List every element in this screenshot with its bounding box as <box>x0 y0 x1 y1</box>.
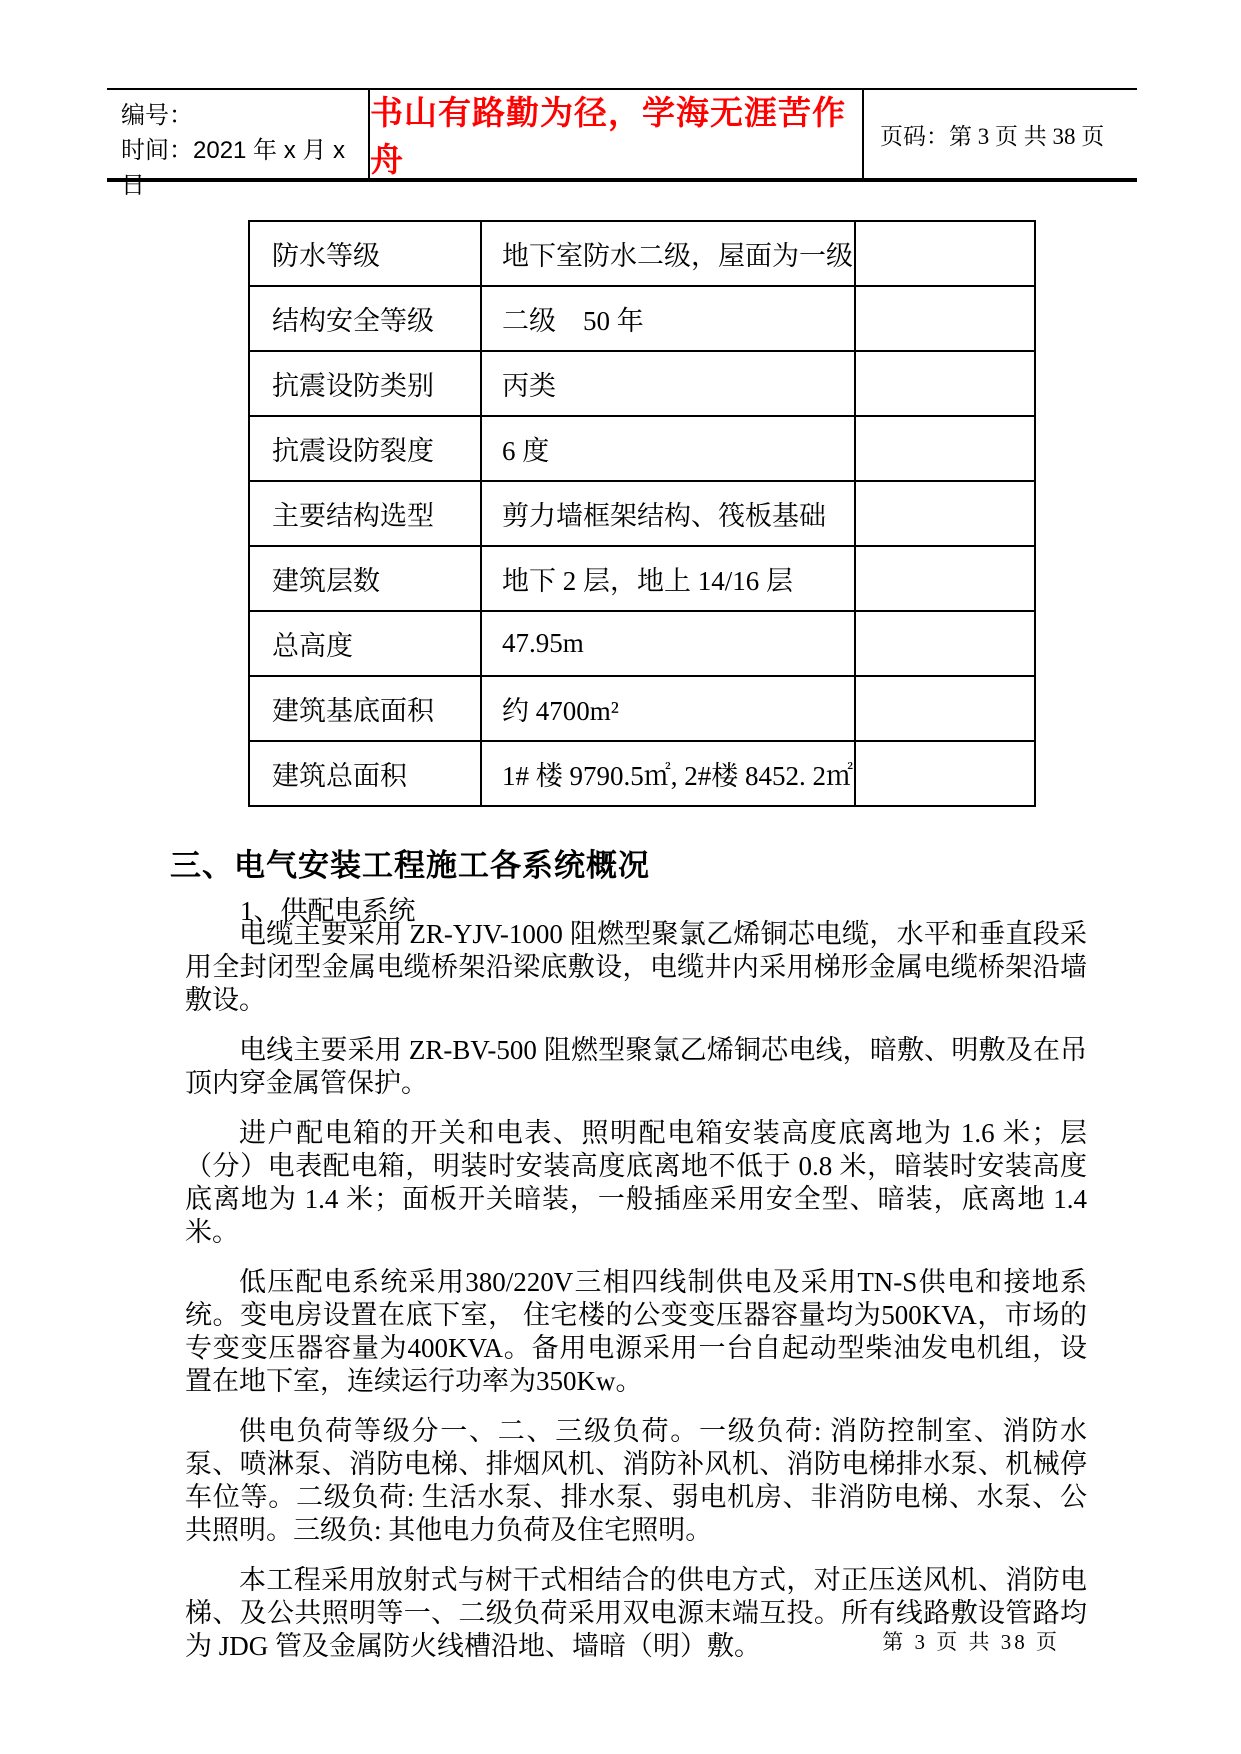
spec-value: 47.95m <box>481 611 855 676</box>
header-page-cell <box>864 90 1137 178</box>
spec-value: 6 度 <box>481 416 855 481</box>
spec-label: 建筑基底面积 <box>249 676 481 741</box>
header-slogan: 书山有路勤为径，学海无涯苦作舟 <box>370 96 846 179</box>
spec-label: 结构安全等级 <box>249 286 481 351</box>
table-row <box>249 221 1035 286</box>
header-number-label: 编号： <box>121 102 193 129</box>
page-header <box>107 88 1137 199</box>
spec-label: 抗震设防类别 <box>249 351 481 416</box>
spec-value: 1# 楼 9790.5㎡, 2#楼 8452. 2㎡ <box>481 741 855 806</box>
table-row <box>249 481 1035 546</box>
header-time-label: 时间：2021 年 x 月 x 日 <box>121 137 346 199</box>
spec-value: 剪力墙框架结构、筏板基础 <box>481 481 855 546</box>
spec-empty-cell <box>855 676 1035 741</box>
spec-value: 地下 2 层，地上 14/16 层 <box>481 546 855 611</box>
spec-empty-cell <box>855 286 1035 351</box>
header-slogan-cell <box>370 90 864 178</box>
spec-empty-cell <box>855 351 1035 416</box>
table-row <box>249 676 1035 741</box>
section-heading: 三、电气安装工程施工各系统概况 <box>170 848 650 883</box>
table-row <box>249 351 1035 416</box>
paragraph-power-scheme: 本工程采用放射式与树干式相结合的供电方式，对正压送风机、消防电梯、及公共照明等一、二级负荷采用双电源末端互投。所有线路敷设管路均为 JDG 管及金属防火线槽沿地、墙暗（明）敷。 <box>185 1565 1087 1661</box>
table-row <box>249 286 1035 351</box>
spec-label: 建筑总面积 <box>249 741 481 806</box>
spec-value: 地下室防水二级，屋面为一级 <box>481 221 855 286</box>
paragraph-load-levels: 供电负荷等级分一、二、三级负荷。一级负荷: 消防控制室、消防水泵、喷淋泵、消防电梯、排烟风机、消防补风机、消防电梯排水泵、机械停车位等。二级负荷: 生活水泵、排水泵、弱电机房、非消防电梯、水泵、公共照明。三级负: 其他电力负荷及住宅照明。 <box>185 1416 1087 1545</box>
building-spec-table <box>248 220 1036 807</box>
paragraph-low-voltage: 低压配电系统采用380/220V三相四线制供电及采用TN-S供电和接地系统。变电房设置在底下室， 住宅楼的公变变压器容量均为500KVA，市场的专变变压器容量为400KVA。备用电源采用一台自起动型柴油发电机组，设置在地下室，连续运行功率为350Kw。 <box>185 1267 1087 1396</box>
paragraph-wire: 电线主要采用 ZR-BV-500 阻燃型聚氯乙烯铜芯电线，暗敷、明敷及在吊顶内穿金属管保护。 <box>185 1035 1087 1098</box>
spec-label: 建筑层数 <box>249 546 481 611</box>
table-row <box>249 416 1035 481</box>
section-subheading: 1、供配电系统 <box>240 896 416 926</box>
spec-empty-cell <box>855 221 1035 286</box>
footer-page-number: 第 3 页 共 38 页 <box>882 1630 1060 1654</box>
body-content <box>185 918 1087 1680</box>
table-row <box>249 546 1035 611</box>
spec-label: 抗震设防裂度 <box>249 416 481 481</box>
header-meta-cell <box>107 90 370 199</box>
table-row <box>249 611 1035 676</box>
table-row <box>249 741 1035 806</box>
spec-label: 总高度 <box>249 611 481 676</box>
spec-empty-cell <box>855 741 1035 806</box>
spec-empty-cell <box>855 481 1035 546</box>
spec-empty-cell <box>855 416 1035 481</box>
spec-value: 约 4700m² <box>481 676 855 741</box>
spec-label: 主要结构选型 <box>249 481 481 546</box>
spec-empty-cell <box>855 611 1035 676</box>
header-page-label: 页码：第 3 页 共 38 页 <box>880 123 1105 149</box>
paragraph-cable: 电缆主要采用 ZR-YJV-1000 阻燃型聚氯乙烯铜芯电缆，水平和垂直段采用全封闭型金属电缆桥架沿梁底敷设，电缆井内采用梯形金属电缆桥架沿墙敷设。 <box>185 919 1087 1015</box>
spec-value: 丙类 <box>481 351 855 416</box>
spec-label: 防水等级 <box>249 221 481 286</box>
spec-value: 二级 50 年 <box>481 286 855 351</box>
paragraph-box-heights: 进户配电箱的开关和电表、照明配电箱安装高度底离地为 1.6 米；层（分）电表配电箱，明装时安装高度底离地不低于 0.8 米，暗装时安装高度底离地为 1.4 米；面板开关暗装，一般插座采用安全型、暗装，底离地 1.4 米。 <box>185 1118 1087 1247</box>
spec-empty-cell <box>855 546 1035 611</box>
